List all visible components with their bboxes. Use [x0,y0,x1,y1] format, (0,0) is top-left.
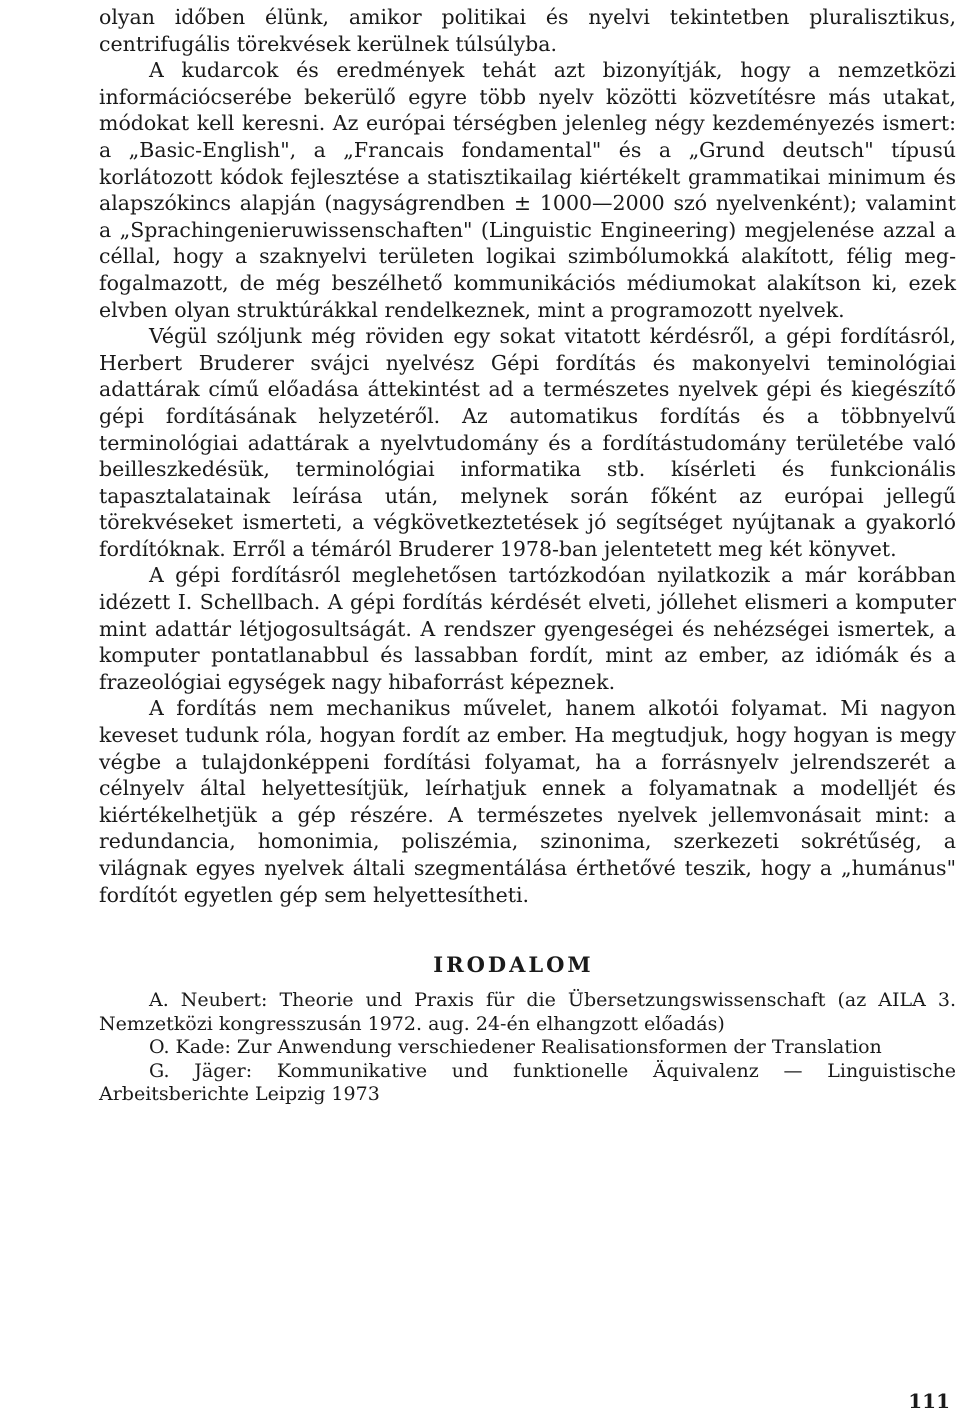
paragraph-creative-process: A fordítás nem mechanikus művelet, hanem alkotói folyamat. Mi nagyon keveset tudunk róla, hogyan fordít az ember. Ha megtudjuk, hogy hogyan is megy végbe a tulajdonképpeni fordítási folyamat, ha a forrásnyelv jelrendszerét a célnyelv által helyettesítjük, leírhatjuk ennek a folyamatnak a modelljét és kiértékelhetjük a gép részére. A természetes nyelvek jellemvonásait mint: a redundancia, homonimia, poliszémia, szinonima, szerkezeti sokrétűség, a világnak egyes nyelvek általi szegmentálása érthetővé teszik, hogy a „humánus" fordítót egyetlen gép sem helyettesítheti. [99,696,956,907]
document-page [99,4,956,1107]
paragraph-information-exchange: A kudarcok és eredmények tehát azt bizonyítják, hogy a nemzetközi információcserébe bekerülő egyre több nyelv közötti közvetítésre más utakat, módokat kell keresni. Az európai térségben jelenleg négy kezdeményezés ismert: a „Basic-English", a „Francais fondamental" és a „Grund deutsch" típusú korlátozott kódok fejlesztése a statisztikailag kiértékelt grammatikai minimum és alapszókincs alapján (nagyságrendben ± 1000—2000 szó nyelvenként); valamint a „Sprachingenieruwissenschaften" (Linguistic Engineering) megjelenése azzal a céllal, hogy a szaknyelvi területen logikai szimbólumokká alakított, félig megfogalmazott, de még beszélhető kommunikációs médiumokat alakítson ki, ezek elvben olyan struktúrákkal rendelkeznek, mint a programozott nyelvek. [99,58,956,322]
bibliography-entry: G. Jäger: Kommunikative und funktionelle Äquivalenz — Linguistische Arbeitsberichte Leipzig 1973 [99,1059,956,1106]
paragraph-continuation: olyan időben élünk, amikor politikai és nyelvi tekintetben pluralisztikus, centrifugális törekvések kerülnek túlsúlyba. [99,5,956,56]
page-number: 111 [908,1389,950,1413]
bibliography-entry: A. Neubert: Theorie und Praxis für die Übersetzungswissenschaft (az AILA 3. Nemzetközi kongresszusán 1972. aug. 24-én elhangzott előadás) [99,989,956,1035]
paragraph-schellbach: A gépi fordításról meglehetősen tartózkodóan nyilatkozik a már korábban idézett I. Schellbach. A gépi fordítás kérdését elveti, jóllehet elismeri a komputer mint adattár létjogosultságát. A rendszer gyengeségei és nehézségei ismertek, a komputer pontatlanabbul és lassabban fordít, mint az ember, az idiómák és a frazeológiai egységek nagy hibaforrást képeznek. [99,563,956,694]
bibliography-list [99,989,956,1107]
paragraph-machine-translation: Végül szóljunk még röviden egy sokat vitatott kérdésről, a gépi fordításról, Herbert Bruderer svájci nyelvész Gépi fordítás és makonyelvi teminológiai adattárak című előadása áttekintést ad a természetes nyelvek gépi és kiegészítő gépi fordításának helyzetéről. Az automatikus fordítás és a többnyelvű terminológiai adattárak a nyelvtudomány és a fordítástudomány területébe való beilleszkedésük, terminológiai informatika stb. kísérleti és funkcionális tapasztalatainak leírása után, melynek során főként az európai jellegű törekvéseket ismerteti, a végkövetkeztetések jó segítséget nyújtanak a gyakorló fordítóknak. Erről a témáról Bruderer 1978-ban jelentetett meg két könyvet. [99,324,956,561]
bibliography-heading: IRODALOM [433,952,594,978]
body-text [99,4,956,908]
bibliography-entry: O. Kade: Zur Anwendung verschiedener Realisationsformen der Translation [149,1036,882,1059]
